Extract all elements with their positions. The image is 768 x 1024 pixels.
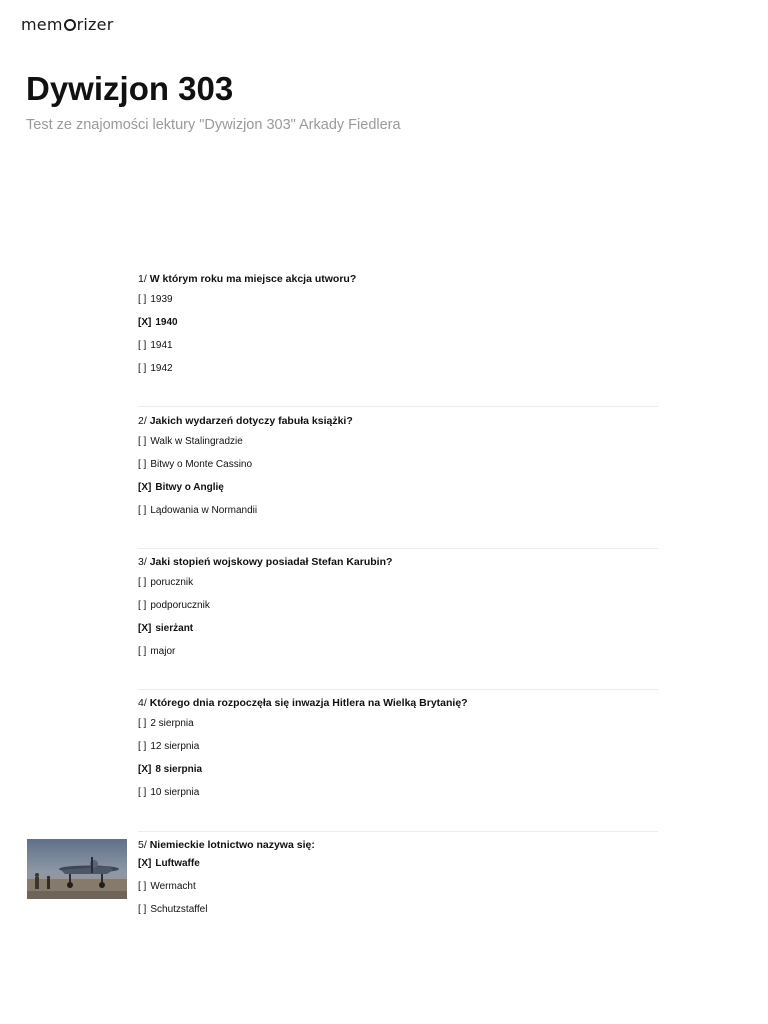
answer-option-correct: [X] 8 sierpnia (138, 764, 203, 775)
page-subtitle: Test ze znajomości lektury "Dywizjon 303" Arkady Fiedlera (26, 117, 401, 133)
answer-option: [ ] major (138, 646, 176, 657)
answer-option: [ ] 2 sierpnia (138, 718, 194, 729)
answer-option: [ ] 12 sierpnia (138, 741, 200, 752)
answer-option: [ ] 10 sierpnia (138, 787, 200, 798)
answer-option: [ ] 1941 (138, 340, 173, 351)
question-5 (138, 838, 658, 916)
logo-ring-icon (64, 19, 76, 31)
answer-option-correct: [X] Bitwy o Anglię (138, 482, 224, 493)
question-text: 2/ Jakich wydarzeń dotyczy fabuła książki? (138, 415, 353, 427)
logo-text-left: mem (21, 14, 63, 34)
answer-option: [ ] Bitwy o Monte Cassino (138, 459, 253, 470)
page-title: Dywizjon 303 (26, 70, 234, 107)
question-3 (138, 555, 658, 658)
question-divider (138, 548, 658, 549)
logo-text-right: rizer (76, 14, 114, 34)
question-text: 5/ Niemieckie lotnictwo nazywa się: (138, 839, 315, 851)
answer-option: [ ] podporucznik (138, 600, 210, 611)
question-text: 3/ Jaki stopień wojskowy posiadał Stefan Karubin? (138, 556, 393, 568)
question-divider (138, 689, 658, 690)
question-divider (138, 406, 658, 407)
answer-option-correct: [X] Luftwaffe (138, 858, 200, 869)
answer-option: [ ] Wermacht (138, 881, 196, 892)
aircraft-photo-icon (27, 839, 127, 899)
question-text: 4/ Którego dnia rozpoczęła się inwazja Hitlera na Wielką Brytanię? (138, 697, 468, 709)
answer-option: [ ] Walk w Stalingradzie (138, 436, 243, 447)
answer-option-correct: [X] 1940 (138, 317, 178, 328)
memorizer-logo[interactable] (21, 14, 113, 34)
answer-option: [ ] Schutzstaffel (138, 904, 208, 915)
answer-option-correct: [X] sierżant (138, 623, 194, 634)
question-text: 1/ W którym roku ma miejsce akcja utworu? (138, 273, 357, 285)
question-1 (138, 272, 658, 375)
question-2 (138, 414, 658, 517)
answer-option: [ ] 1939 (138, 294, 173, 305)
question-4 (138, 696, 658, 799)
answer-option: [ ] porucznik (138, 577, 194, 588)
answer-option: [ ] Lądowania w Normandii (138, 505, 258, 516)
question-divider (138, 831, 658, 832)
answer-option: [ ] 1942 (138, 363, 173, 374)
